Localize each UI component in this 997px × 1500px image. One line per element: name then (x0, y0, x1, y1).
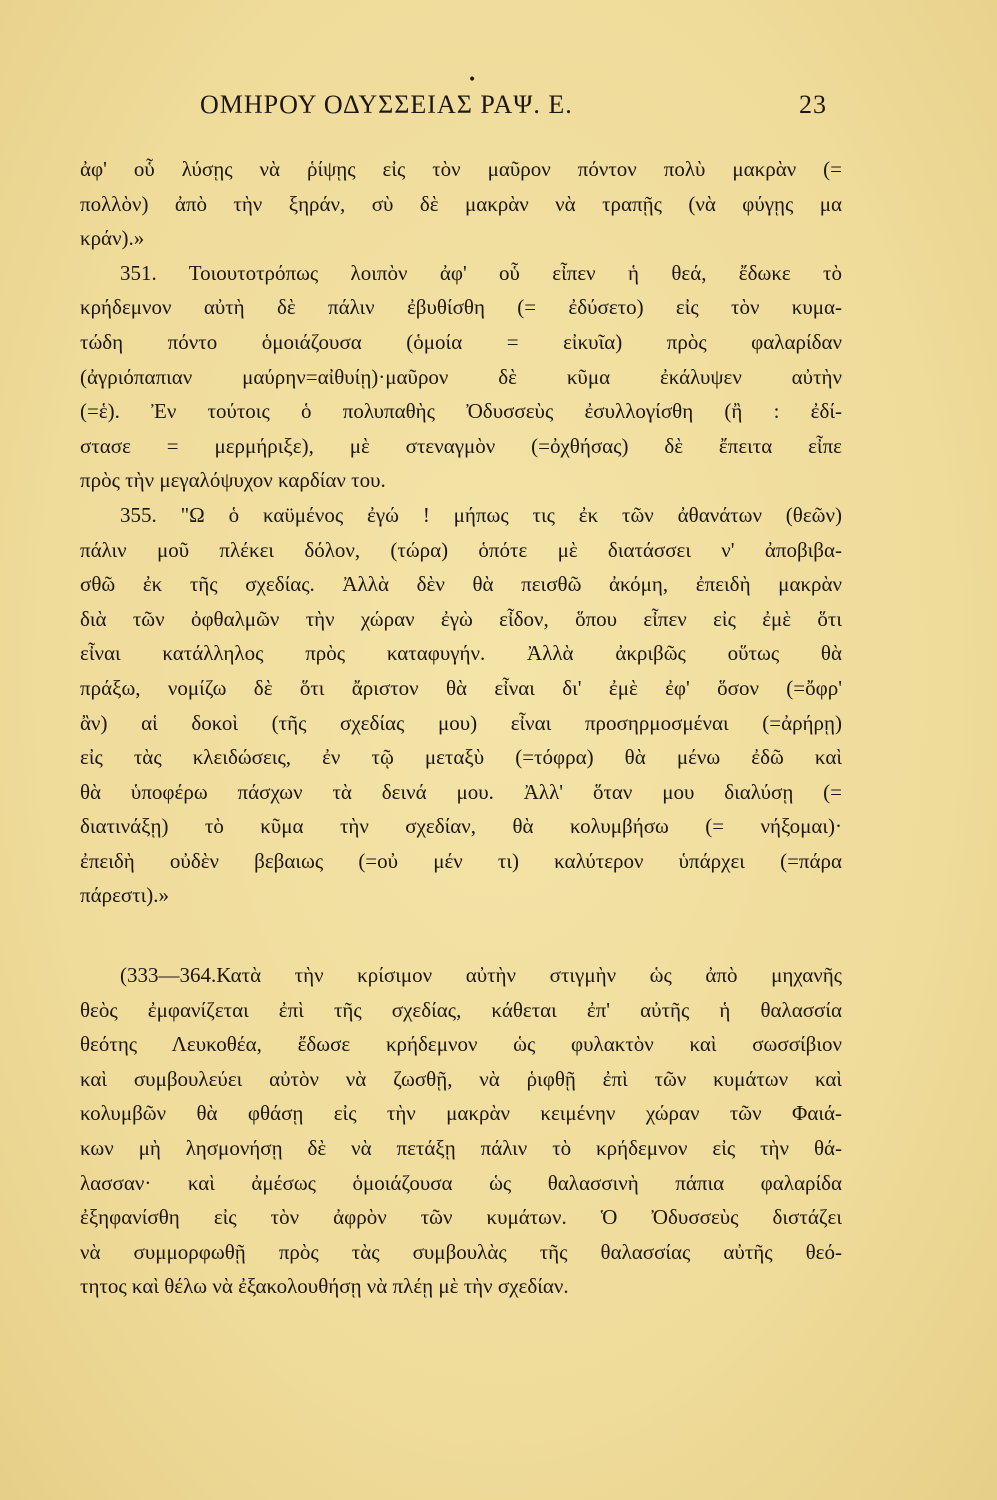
text-line: 351. Τοιουτοτρόπως λοιπὸν ἀφ' οὗ εἶπεν ἡ θεά, ἔδωκε τὸ (120, 260, 842, 285)
text-line: πράξω, νομίζω δὲ ὅτι ἄριστον θὰ εἶναι δι' ἐμὲ ἐφ' ὅσον (=ὄφρ' (80, 675, 842, 700)
text-line: θὰ ὑποφέρω πάσχων τὰ δεινά μου. Ἀλλ' ὅταν μου διαλύσῃ (= (80, 779, 842, 804)
text-line: (333—364.Κατὰ τὴν κρίσιμον αὐτὴν στιγμὴν ὡς ἀπὸ μηχανῆς (120, 963, 842, 988)
paragraph-continuation (80, 152, 842, 256)
text-line: ἀφ' οὗ λύσῃς νὰ ῥίψῃς εἰς τὸν μαῦρον πόντον πολὺ μακρὰν (= (80, 157, 842, 181)
text-line: ἐπειδὴ οὐδὲν βεβαιως (=οὐ μέν τι) καλύτερον ὑπάρχει (=πάρα (80, 848, 842, 873)
text-line: καὶ συμβουλεύει αὐτὸν νὰ ζωσθῇ, νὰ ῥιφθῇ ἐπὶ τῶν κυμάτων καὶ (80, 1066, 842, 1091)
text-line: κρήδεμνον αὐτὴ δὲ πάλιν ἐβυθίσθη (= ἐδύσετο) εἰς τὸν κυμα- (80, 295, 842, 320)
text-line: πάρεστι).» (80, 883, 170, 908)
paragraph-351 (80, 256, 842, 498)
page-number: 23 (799, 90, 827, 119)
running-title: ΟΜΗΡΟΥ ΟΔΥΣΣΕΙΑΣ ΡΑΨ. Ε. (200, 90, 573, 119)
text-line: (ἀγριόπαπιαν μαύρην=αἰθυίῃ)·μαῦρον δὲ κῦμα ἐκάλυψεν αὐτὴν (80, 364, 842, 389)
text-line: νὰ συμμορφωθῇ πρὸς τὰς συμβουλὰς τῆς θαλασσίας αὐτῆς θεό- (80, 1239, 842, 1264)
text-line: διὰ τῶν ὀφθαλμῶν τὴν χώραν ἐγὼ εἶδον, ὅπου εἶπεν εἰς ἐμὲ ὅτι (80, 606, 842, 631)
text-line: εἰς τὰς κλειδώσεις, ἐν τῷ μεταξὺ (=τόφρα) θὰ μένω ἐδῶ καὶ (80, 745, 842, 770)
text-line: στασε = μερμήριξε), μὲ στεναγμὸν (=ὀχθήσας) δὲ ἔπειτα εἶπε (80, 433, 842, 458)
text-line: θεότης Λευκοθέα, ἔδωσε κρήδεμνον ὡς φυλακτὸν καὶ σωσσίβιον (80, 1032, 842, 1057)
text-line: (=ἑ). Ἐν τούτοις ὁ πολυπαθὴς Ὀδυσσεὺς ἐσυλλογίσθη (ἢ : ἐδί- (80, 399, 842, 424)
text-line: 355. "Ω ὁ καϋμένος ἐγώ ! μήπως τις ἐκ τῶν ἀθανάτων (θεῶν) (120, 502, 842, 527)
text-line: εἶναι κατάλληλος πρὸς καταφυγήν. Ἀλλὰ ἀκριβῶς οὕτως θὰ (80, 641, 842, 666)
text-line: πάλιν μοῦ πλέκει δόλον, (τώρα) ὁπότε μὲ διατάσσει ν' ἀποβιβα- (80, 537, 842, 562)
text-line: κράν).» (80, 226, 145, 251)
text-line: θεὸς ἐμφανίζεται ἐπὶ τῆς σχεδίας, κάθεται ἐπ' αὐτῆς ἡ θαλασσία (80, 997, 842, 1022)
text-line: κολυμβῶν θὰ φθάσῃ εἰς τὴν μακρὰν κειμένην χώραν τῶν Φαιά- (80, 1101, 842, 1126)
text-line: τητος καὶ θέλω νὰ ἐξακολουθήσῃ νὰ πλέῃ μὲ τὴν σχεδίαν. (80, 1274, 569, 1299)
text-line: σθῶ ἐκ τῆς σχεδίας. Ἀλλὰ δὲν θὰ πεισθῶ ἀκόμη, ἐπειδὴ μακρὰν (80, 572, 842, 597)
text-line: πρὸς τὴν μεγαλόψυχον καρδίαν του. (80, 468, 386, 493)
text-line: διατινάξῃ) τὸ κῦμα τὴν σχεδίαν, θὰ κολυμβήσω (= νήξομαι)· (80, 814, 842, 839)
text-line: ἂν) αἱ δοκοὶ (τῆς σχεδίας μου) εἶναι προσηρμοσμέναι (=ἀρήρῃ) (80, 710, 842, 735)
paragraph-summary (80, 958, 842, 1304)
text-line: πολλὸν) ἀπὸ τὴν ξηράν, σὺ δὲ μακρὰν νὰ τραπῇς (νὰ φύγῃς μα (80, 191, 842, 216)
paragraph-355 (80, 498, 842, 913)
text-line: ἐξηφανίσθη εἰς τὸν ἀφρὸν τῶν κυμάτων. Ὁ Ὀδυσσεὺς διστάζει (80, 1205, 842, 1230)
text-line: κων μὴ λησμονήσῃ δὲ νὰ πετάξῃ πάλιν τὸ κρήδεμνον εἰς τὴν θά- (80, 1136, 842, 1161)
page-body (80, 152, 842, 1304)
header-ornament: • (468, 72, 477, 88)
text-line: λασσαν· καὶ ἀμέσως ὁμοιάζουσα ὡς θαλασσινὴ πάπια φαλαρίδα (80, 1170, 842, 1195)
text-line: τώδη πόντο ὁμοιάζουσα (ὁμοία = εἰκυῖα) πρὸς φαλαρίδαν (80, 329, 842, 354)
running-header (200, 90, 827, 120)
section-gap (80, 913, 842, 958)
